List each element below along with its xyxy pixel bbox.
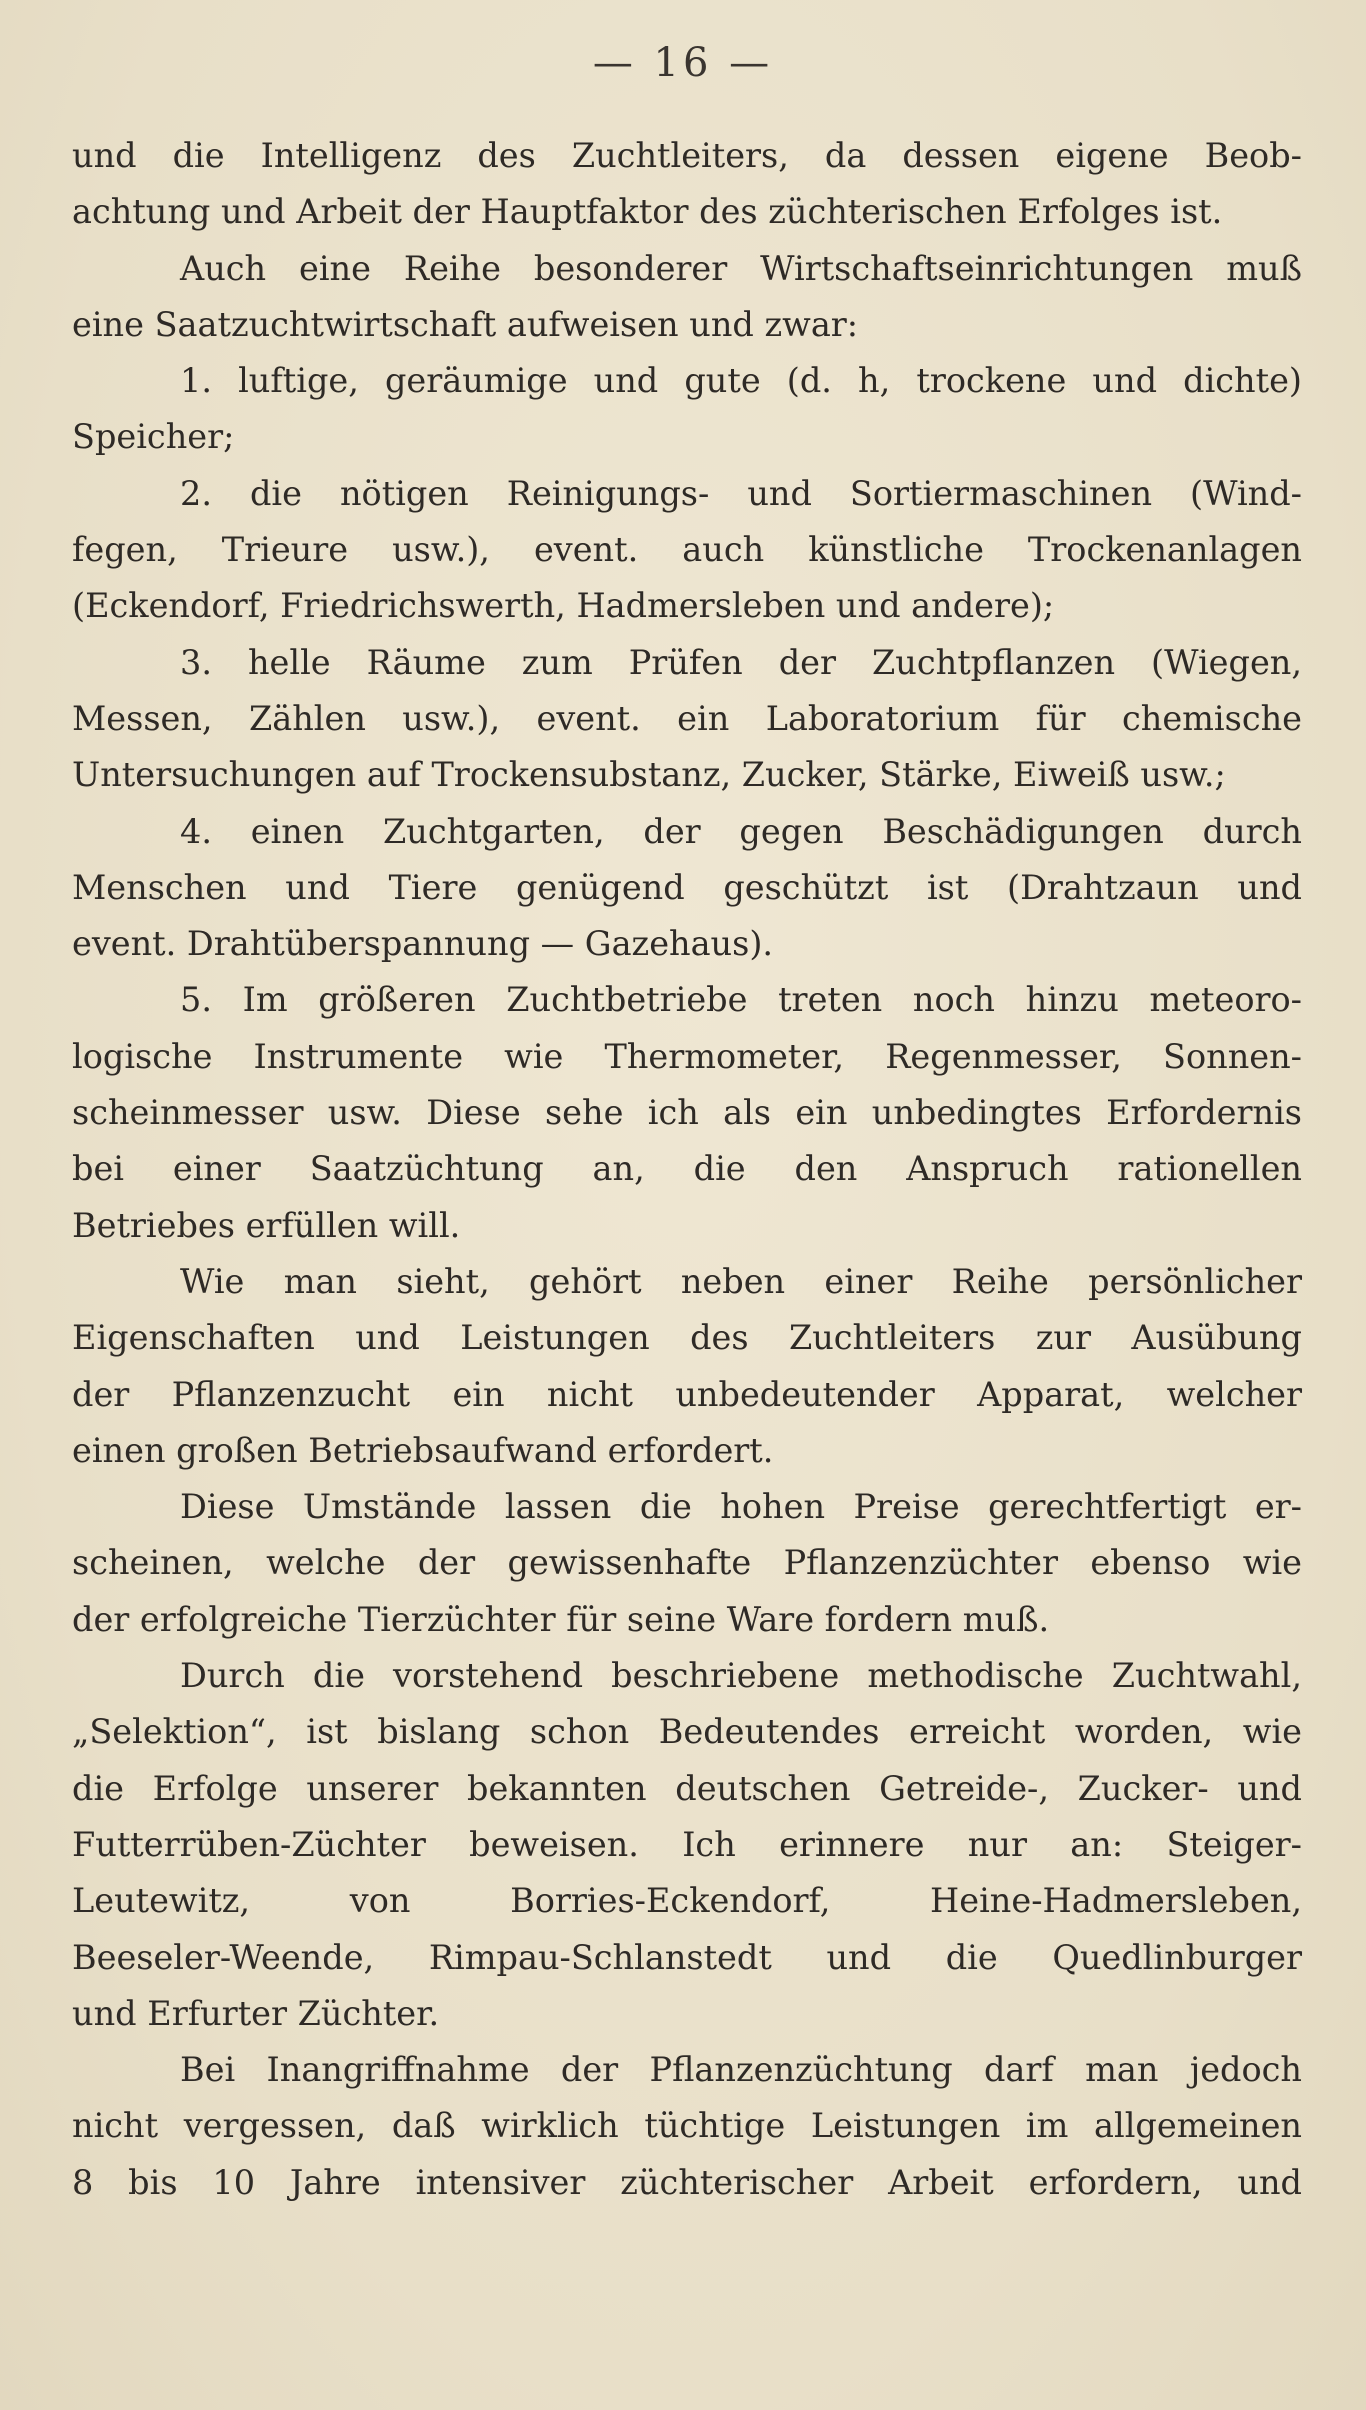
text-line: Auch eine Reihe besonderer Wirtschaftseinrichtungen muß — [180, 248, 1302, 288]
text-line: Untersuchungen auf Trockensubstanz, Zucker, Stärke, Eiweiß usw.; — [72, 755, 1226, 795]
text-line: Menschen und Tiere genügend geschützt ist (Drahtzaun und — [72, 867, 1302, 907]
text-line: 3. helle Räume zum Prüfen der Zuchtpflanzen (Wiegen, — [180, 642, 1302, 682]
text-line: fegen, Trieure usw.), event. auch künstliche Trockenanlagen — [72, 530, 1302, 570]
text-line: die Erfolge unserer bekannten deutschen Getreide-, Zucker- und — [72, 1768, 1302, 1808]
text-line: Leutewitz, von Borries-Eckendorf, Heine-Hadmersleben, — [72, 1881, 1302, 1921]
text-line: Durch die vorstehend beschriebene methodische Zuchtwahl, — [180, 1656, 1302, 1696]
text-line: Speicher; — [72, 417, 235, 457]
text-line: der erfolgreiche Tierzüchter für seine Ware fordern muß. — [72, 1599, 1050, 1639]
text-line: event. Drahtüberspannung — Gazehaus). — [72, 924, 774, 964]
text-line: scheinen, welche der gewissenhafte Pflanzenzüchter ebenso wie — [72, 1543, 1302, 1583]
text-line: bei einer Saatzüchtung an, die den Anspruch rationellen — [72, 1149, 1302, 1189]
text-line: und die Intelligenz des Zuchtleiters, da dessen eigene Beob- — [72, 136, 1302, 175]
text-line: 8 bis 10 Jahre intensiver züchterischer Arbeit erfordern, und — [72, 2162, 1302, 2202]
text-line: der Pflanzenzucht ein nicht unbedeutender Apparat, welcher — [72, 1374, 1302, 1414]
text-line: Eigenschaften und Leistungen des Zuchtleiters zur Ausübung — [72, 1318, 1302, 1358]
text-line: „Selektion“, ist bislang schon Bedeutendes erreicht worden, wie — [72, 1712, 1302, 1752]
text-line: 4. einen Zuchtgarten, der gegen Beschädigungen durch — [180, 811, 1302, 851]
text-line: logische Instrumente wie Thermometer, Regenmesser, Sonnen- — [72, 1036, 1302, 1076]
text-line: 2. die nötigen Reinigungs- und Sortiermaschinen (Wind- — [180, 473, 1302, 513]
text-line: Futterrüben-Züchter beweisen. Ich erinnere nur an: Steiger- — [72, 1824, 1302, 1864]
text-line: Wie man sieht, gehört neben einer Reihe persönlicher — [180, 1261, 1302, 1301]
text-line: 1. luftige, geräumige und gute (d. h, trockene und dichte) — [180, 361, 1302, 401]
text-line: und Erfurter Züchter. — [72, 1993, 440, 2033]
text-line: achtung und Arbeit der Hauptfaktor des züchterischen Erfolges ist. — [72, 192, 1223, 232]
text-line: Diese Umstände lassen die hohen Preise gerechtfertigt er- — [180, 1487, 1302, 1527]
text-line: 5. Im größeren Zuchtbetriebe treten noch hinzu meteoro- — [180, 980, 1302, 1020]
text-line: Messen, Zählen usw.), event. ein Laboratorium für chemische — [72, 698, 1302, 738]
text-line: scheinmesser usw. Diese sehe ich als ein unbedingtes Erfordernis — [72, 1093, 1302, 1133]
text-line: Beeseler-Weende, Rimpau-Schlanstedt und die Quedlinburger — [72, 1937, 1302, 1977]
text-line: einen großen Betriebsaufwand erfordert. — [72, 1430, 774, 1470]
text-line: nicht vergessen, daß wirklich tüchtige Leistungen im allgemeinen — [72, 2106, 1302, 2146]
text-line: Bei Inangriffnahme der Pflanzenzüchtung darf man jedoch — [180, 2050, 1302, 2090]
page-number: — 16 — — [592, 40, 774, 86]
text-line: eine Saatzuchtwirtschaft aufweisen und zwar: — [72, 304, 859, 344]
text-line: (Eckendorf, Friedrichswerth, Hadmersleben und andere); — [72, 586, 1055, 626]
page-body-text — [72, 128, 1302, 2211]
text-line: Betriebes erfüllen will. — [72, 1205, 461, 1245]
